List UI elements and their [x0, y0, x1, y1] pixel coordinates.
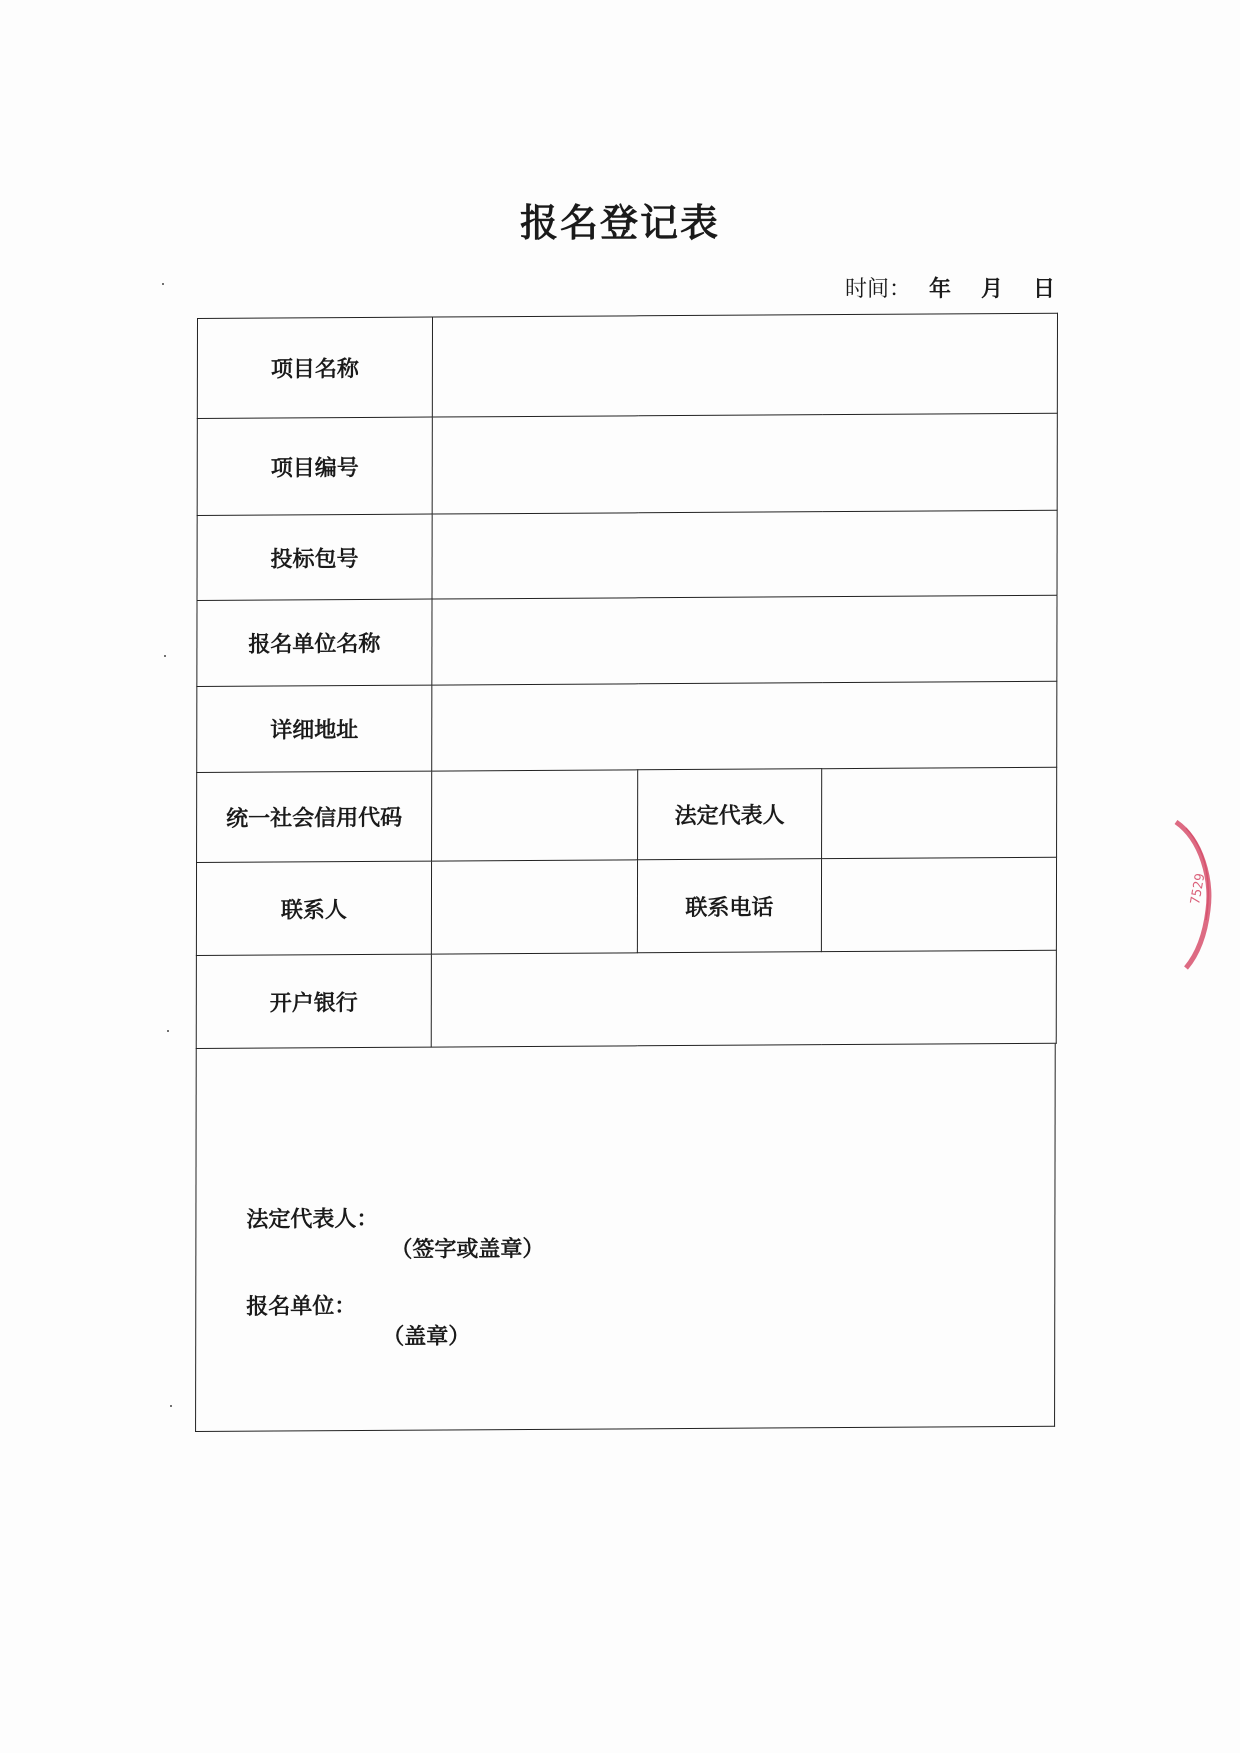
unit-seal-note: （盖章）	[382, 1324, 471, 1350]
table-row	[196, 857, 1056, 955]
unit-seal-label: 报名单位：	[246, 1294, 357, 1320]
table-row	[197, 595, 1057, 686]
project-number-input[interactable]	[432, 413, 1057, 514]
registration-form	[195, 313, 1057, 1432]
legal-rep-label: 法定代表人	[638, 769, 822, 860]
registrant-name-input[interactable]	[432, 595, 1057, 685]
table-row	[196, 950, 1056, 1048]
unit-seal-line	[200, 1264, 471, 1371]
scan-dot	[162, 283, 164, 285]
date-month-field[interactable]: 月	[980, 276, 1003, 302]
legal-rep-signature-note: （签字或盖章）	[390, 1236, 545, 1263]
signature-area[interactable]	[195, 1044, 1056, 1432]
credit-code-label: 统一社会信用代码	[197, 771, 432, 862]
contact-input[interactable]	[431, 860, 637, 954]
phone-input[interactable]	[821, 857, 1056, 951]
seal-stamp-fragment	[1172, 820, 1232, 970]
date-line	[845, 272, 1055, 303]
bank-label: 开户银行	[196, 954, 431, 1048]
form-title: 报名登记表	[519, 201, 720, 245]
date-year-field[interactable]: 年	[928, 276, 951, 302]
date-label: 时间：	[844, 277, 911, 302]
table-row	[197, 767, 1057, 862]
table-row	[197, 681, 1057, 772]
address-input[interactable]	[432, 681, 1057, 771]
project-name-input[interactable]	[432, 313, 1057, 417]
credit-code-input[interactable]	[432, 770, 638, 861]
scan-dot	[164, 655, 166, 657]
date-day-field[interactable]: 日	[1032, 276, 1055, 302]
registrant-name-label: 报名单位名称	[197, 599, 432, 686]
scan-dot	[167, 1030, 169, 1032]
bank-input[interactable]	[431, 950, 1056, 1047]
legal-rep-input[interactable]	[822, 767, 1057, 858]
table-row	[197, 510, 1057, 600]
bid-package-label: 投标包号	[197, 514, 432, 600]
address-label: 详细地址	[197, 685, 432, 772]
bid-package-input[interactable]	[432, 510, 1057, 599]
table-row	[197, 313, 1057, 418]
stamp-text: 7529	[1188, 872, 1209, 906]
scan-dot	[170, 1405, 172, 1407]
legal-rep-signature-label: 法定代表人：	[246, 1206, 379, 1233]
contact-label: 联系人	[196, 861, 431, 955]
project-number-label: 项目编号	[197, 417, 432, 515]
table-row	[197, 413, 1057, 515]
project-name-label: 项目名称	[197, 317, 432, 418]
registration-table	[196, 313, 1058, 1049]
phone-label: 联系电话	[637, 859, 821, 953]
